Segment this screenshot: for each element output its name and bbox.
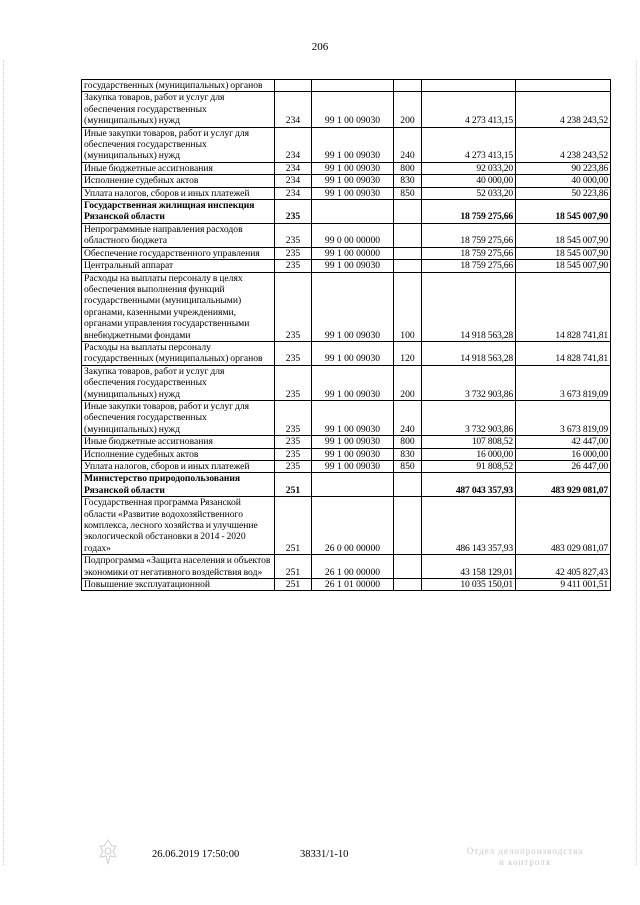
cell-department-code: 234 [275, 92, 312, 127]
cell-department-code: 234 [275, 162, 312, 174]
cell-amount-2019: 18 759 275,66 [422, 223, 516, 247]
cell-name: Министерство природопользования Рязанской области [82, 473, 275, 497]
cell-target-article: 99 1 00 09030 [312, 175, 394, 187]
cell-amount-2020: 3 673 819,09 [516, 400, 611, 435]
cell-department-code: 235 [275, 272, 312, 341]
cell-name: Уплата налогов, сборов и иных платежей [82, 461, 275, 473]
table-row [82, 187, 611, 199]
cell-amount-2019: 40 000,00 [422, 175, 516, 187]
cell-target-article: 99 1 00 09030 [312, 272, 394, 341]
table-row [82, 436, 611, 448]
cell-amount-2020: 18 545 007,90 [516, 223, 611, 247]
cell-department-code: 251 [275, 555, 312, 579]
table-row [82, 200, 611, 224]
cell-department-code: 235 [275, 365, 312, 400]
cell-amount-2019: 107 808,52 [422, 436, 516, 448]
table-row [82, 448, 611, 460]
page-number: 206 [311, 41, 329, 53]
table-row [82, 272, 611, 341]
cell-amount-2019: 52 033,20 [422, 187, 516, 199]
cell-amount-2019: 486 143 357,93 [422, 497, 516, 555]
cell-amount-2020: 18 545 007,90 [516, 260, 611, 272]
seal-stamp-icon [97, 838, 119, 866]
cell-expense-type: 830 [394, 175, 422, 187]
cell-department-code: 235 [275, 260, 312, 272]
cell-department-code: 251 [275, 579, 312, 591]
cell-amount-2019: 3 732 903,86 [422, 400, 516, 435]
cell-target-article: 99 0 00 00000 [312, 223, 394, 247]
cell-name: Непрограммные направления расходов областного бюджета [82, 223, 275, 247]
cell-expense-type: 240 [394, 127, 422, 162]
cell-target-article: 99 1 00 09030 [312, 461, 394, 473]
cell-amount-2020: 3 673 819,09 [516, 365, 611, 400]
registration-watermark [440, 846, 610, 868]
cell-department-code: 235 [275, 461, 312, 473]
cell-target-article: 26 1 00 00000 [312, 555, 394, 579]
cell-target-article [312, 80, 394, 92]
cell-expense-type: 850 [394, 461, 422, 473]
cell-expense-type [394, 223, 422, 247]
table-row [82, 461, 611, 473]
cell-amount-2020: 40 000,00 [516, 175, 611, 187]
cell-name: Закупка товаров, работ и услуг для обеспечения государственных (муниципальных) нужд [82, 365, 275, 400]
table-row [82, 555, 611, 579]
table-row [82, 175, 611, 187]
cell-target-article: 99 1 00 09030 [312, 400, 394, 435]
cell-name: Иные бюджетные ассигнования [82, 436, 275, 448]
cell-amount-2019: 487 043 357,93 [422, 473, 516, 497]
cell-name: Исполнение судебных актов [82, 175, 275, 187]
cell-amount-2020: 42 405 827,43 [516, 555, 611, 579]
table-row [82, 400, 611, 435]
cell-amount-2020: 14 828 741,81 [516, 341, 611, 365]
cell-target-article [312, 200, 394, 224]
cell-expense-type [394, 260, 422, 272]
cell-target-article: 99 1 00 09030 [312, 365, 394, 400]
cell-department-code: 235 [275, 400, 312, 435]
table-row [82, 223, 611, 247]
scan-edge-left [3, 60, 4, 865]
table-row [82, 127, 611, 162]
cell-amount-2019: 43 158 129,01 [422, 555, 516, 579]
cell-target-article: 99 1 00 09030 [312, 187, 394, 199]
cell-expense-type: 800 [394, 436, 422, 448]
cell-amount-2019 [422, 80, 516, 92]
cell-amount-2019: 18 759 275,66 [422, 247, 516, 259]
cell-target-article: 99 1 00 09030 [312, 92, 394, 127]
cell-expense-type [394, 497, 422, 555]
cell-name: Уплата налогов, сборов и иных платежей [82, 187, 275, 199]
cell-name: Иные бюджетные ассигнования [82, 162, 275, 174]
cell-amount-2019: 14 918 563,28 [422, 341, 516, 365]
cell-expense-type: 830 [394, 448, 422, 460]
cell-amount-2020: 50 223,86 [516, 187, 611, 199]
cell-amount-2020: 18 545 007,90 [516, 247, 611, 259]
cell-target-article: 26 1 01 00000 [312, 579, 394, 591]
cell-department-code: 235 [275, 448, 312, 460]
table-row [82, 497, 611, 555]
cell-name: Подпрограмма «Защита населения и объектов экономики от негативного воздействия вод» [82, 555, 275, 579]
cell-expense-type [394, 555, 422, 579]
cell-department-code: 235 [275, 247, 312, 259]
cell-amount-2020: 483 929 081,07 [516, 473, 611, 497]
cell-department-code: 235 [275, 341, 312, 365]
cell-department-code: 251 [275, 497, 312, 555]
cell-name: государственных (муниципальных) органов [82, 80, 275, 92]
cell-expense-type [394, 80, 422, 92]
cell-target-article: 26 0 00 00000 [312, 497, 394, 555]
cell-amount-2020: 16 000,00 [516, 448, 611, 460]
cell-target-article: 99 1 00 09030 [312, 436, 394, 448]
table-row [82, 365, 611, 400]
cell-amount-2019: 91 808,52 [422, 461, 516, 473]
cell-expense-type: 800 [394, 162, 422, 174]
cell-amount-2019: 92 033,20 [422, 162, 516, 174]
cell-name: Обеспечение государственного управления [82, 247, 275, 259]
cell-target-article: 99 1 00 09030 [312, 260, 394, 272]
watermark-line-1: Отдел делопроизводства [466, 846, 584, 856]
cell-department-code [275, 80, 312, 92]
cell-amount-2019: 4 273 413,15 [422, 92, 516, 127]
cell-expense-type: 850 [394, 187, 422, 199]
footer-datetime: 26.06.2019 17:50:00 [152, 849, 240, 860]
table-row [82, 473, 611, 497]
cell-name: Иные закупки товаров, работ и услуг для обеспечения государственных (муниципальных) нужд [82, 400, 275, 435]
cell-target-article: 99 1 00 09030 [312, 341, 394, 365]
cell-expense-type [394, 473, 422, 497]
cell-amount-2020: 4 238 243,52 [516, 92, 611, 127]
cell-amount-2019: 4 273 413,15 [422, 127, 516, 162]
budget-table-body [82, 80, 611, 591]
cell-name: Иные закупки товаров, работ и услуг для обеспечения государственных (муниципальных) нужд [82, 127, 275, 162]
table-row [82, 162, 611, 174]
table-row [82, 260, 611, 272]
table-row [82, 92, 611, 127]
cell-name: Государственная жилищная инспекция Рязанской области [82, 200, 275, 224]
cell-amount-2019: 3 732 903,86 [422, 365, 516, 400]
cell-amount-2019: 10 035 150,01 [422, 579, 516, 591]
cell-name: Исполнение судебных актов [82, 448, 275, 460]
cell-amount-2020: 18 545 007,90 [516, 200, 611, 224]
cell-expense-type [394, 247, 422, 259]
cell-expense-type: 100 [394, 272, 422, 341]
table-row [82, 579, 611, 591]
cell-amount-2020: 4 238 243,52 [516, 127, 611, 162]
table-row [82, 247, 611, 259]
cell-target-article: 99 1 00 00000 [312, 247, 394, 259]
cell-name: Повышение эксплуатационной [82, 579, 275, 591]
cell-target-article [312, 473, 394, 497]
cell-amount-2020 [516, 80, 611, 92]
cell-name: Центральный аппарат [82, 260, 275, 272]
cell-amount-2019: 14 918 563,28 [422, 272, 516, 341]
cell-department-code: 235 [275, 223, 312, 247]
cell-expense-type: 120 [394, 341, 422, 365]
cell-expense-type: 200 [394, 92, 422, 127]
cell-name: Расходы на выплаты персоналу в целях обеспечения выполнения функций государственными (муниципальными) органами, казенными учреждениями, органами управления государственными внебюджетными фондами [82, 272, 275, 341]
cell-name: Закупка товаров, работ и услуг для обеспечения государственных (муниципальных) нужд [82, 92, 275, 127]
cell-amount-2020: 26 447,00 [516, 461, 611, 473]
cell-name: Расходы на выплаты персоналу государственных (муниципальных) органов [82, 341, 275, 365]
cell-department-code: 251 [275, 473, 312, 497]
cell-department-code: 235 [275, 436, 312, 448]
cell-expense-type: 240 [394, 400, 422, 435]
cell-amount-2020: 14 828 741,81 [516, 272, 611, 341]
cell-expense-type [394, 200, 422, 224]
watermark-line-2: и контроля [499, 857, 551, 867]
budget-table [81, 79, 611, 591]
cell-department-code: 234 [275, 127, 312, 162]
cell-department-code: 234 [275, 187, 312, 199]
cell-target-article: 99 1 00 09030 [312, 448, 394, 460]
footer-document-code: 38331/1-10 [300, 849, 349, 860]
cell-amount-2019: 16 000,00 [422, 448, 516, 460]
scan-edge-right [636, 60, 637, 865]
cell-amount-2020: 483 029 081,07 [516, 497, 611, 555]
cell-name: Государственная программа Рязанской области «Развитие водохозяйственного комплекса, лесного хозяйства и улучшение экологической обстановки в 2014 - 2020 годах» [82, 497, 275, 555]
cell-department-code: 235 [275, 200, 312, 224]
cell-amount-2019: 18 759 275,66 [422, 260, 516, 272]
table-row [82, 80, 611, 92]
table-row [82, 341, 611, 365]
cell-expense-type [394, 579, 422, 591]
cell-amount-2020: 42 447,00 [516, 436, 611, 448]
cell-expense-type: 200 [394, 365, 422, 400]
cell-target-article: 99 1 00 09030 [312, 162, 394, 174]
cell-amount-2020: 90 223,86 [516, 162, 611, 174]
cell-amount-2020: 9 411 001,51 [516, 579, 611, 591]
cell-amount-2019: 18 759 275,66 [422, 200, 516, 224]
cell-department-code: 234 [275, 175, 312, 187]
cell-target-article: 99 1 00 09030 [312, 127, 394, 162]
